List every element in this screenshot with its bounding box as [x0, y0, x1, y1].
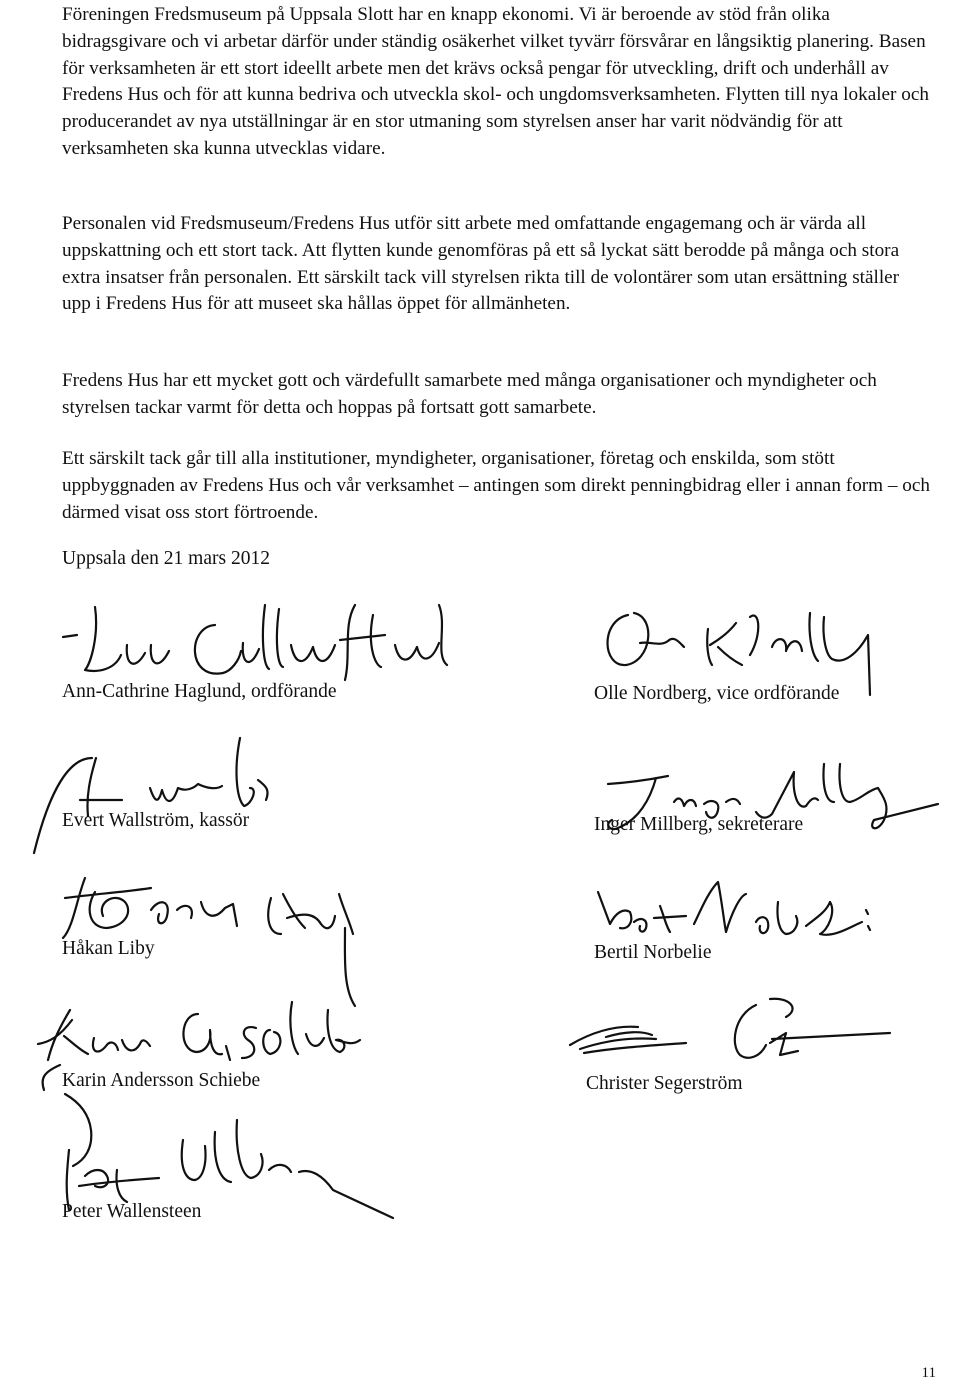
signatory-name-peter-wallensteen: Peter Wallensteen: [62, 1201, 202, 1222]
paragraph-cooperation: Fredens Hus har ett mycket gott och värdefullt samarbete med många organisationer och myndigheter och styrelsen tackar varmt för detta och hoppas på fortsatt gott samarbete.: [62, 370, 877, 418]
signature-christer-segerstrom: [560, 985, 920, 1075]
paragraph-economy: Föreningen Fredsmuseum på Uppsala Slott har en knapp ekonomi. Vi är beroende av stöd från olika bidragsgivare och vi arbetar därför under ständig osäkerhet vilket tyvärr försvårar en långsiktig planering. Basen för verksamheten är ett stort ideellt arbete men det krävs också pengar för utveckling, drift och underhåll av Fredens Hus och för att kunna bedriva och utveckla skol- och ungdomsverksamheten. Flytten till nya lokaler och producerandet av nya utställningar är en stor utmaning som styrelsen anser har varit nödvändig för att verksamheten ska kunna utvecklas vidare.: [62, 4, 929, 159]
signatory-name-evert-wallstrom: Evert Wallström, kassör: [62, 810, 250, 831]
signature-karin-andersson-schiebe: [30, 990, 380, 1080]
signature-evert-wallstrom: [30, 728, 330, 858]
signatory-name-karin-andersson-schiebe: Karin Andersson Schiebe: [62, 1070, 261, 1091]
paragraph-thanks: Ett särskilt tack går till alla institutioner, myndigheter, organisationer, företag och enskilda, som stött uppbyggnaden av Fredens Hus och vår verksamhet – antingen som direkt penningbidrag eller i annan form – och därmed visat oss stort förtroende.: [62, 448, 931, 523]
signature-inger-millberg: [588, 750, 948, 860]
signature-peter-wallensteen: [55, 1080, 415, 1220]
signatory-name-ann-cathrine-haglund: Ann-Cathrine Haglund, ordförande: [62, 681, 337, 702]
signatory-name-bertil-norbelie: Bertil Norbelie: [594, 942, 712, 963]
signatory-name-hakan-liby: Håkan Liby: [62, 938, 155, 959]
paragraph-staff: Personalen vid Fredsmuseum/Fredens Hus utför sitt arbete med omfattande engagemang och är värda all uppskattning och ett stort tack. Att flytten kunde genomföras på ett så lyckat sätt berodde på många och stora extra insatser från personalen. Ett särskilt tack vill styrelsen rikta till de volontärer som utan ersättning ställer upp i Fredens Hus för att museet ska hållas öppet för allmänheten.: [62, 213, 900, 315]
signatory-name-christer-segerstrom: Christer Segerström: [586, 1073, 743, 1094]
signatory-name-olle-nordberg: Olle Nordberg, vice ordförande: [594, 683, 840, 704]
signatory-name-inger-millberg: Inger Millberg, sekreterare: [594, 814, 804, 835]
page-number: 11: [921, 1365, 936, 1381]
signature-hakan-liby: [55, 858, 385, 1008]
place-date-line: Uppsala den 21 mars 2012: [62, 548, 270, 569]
